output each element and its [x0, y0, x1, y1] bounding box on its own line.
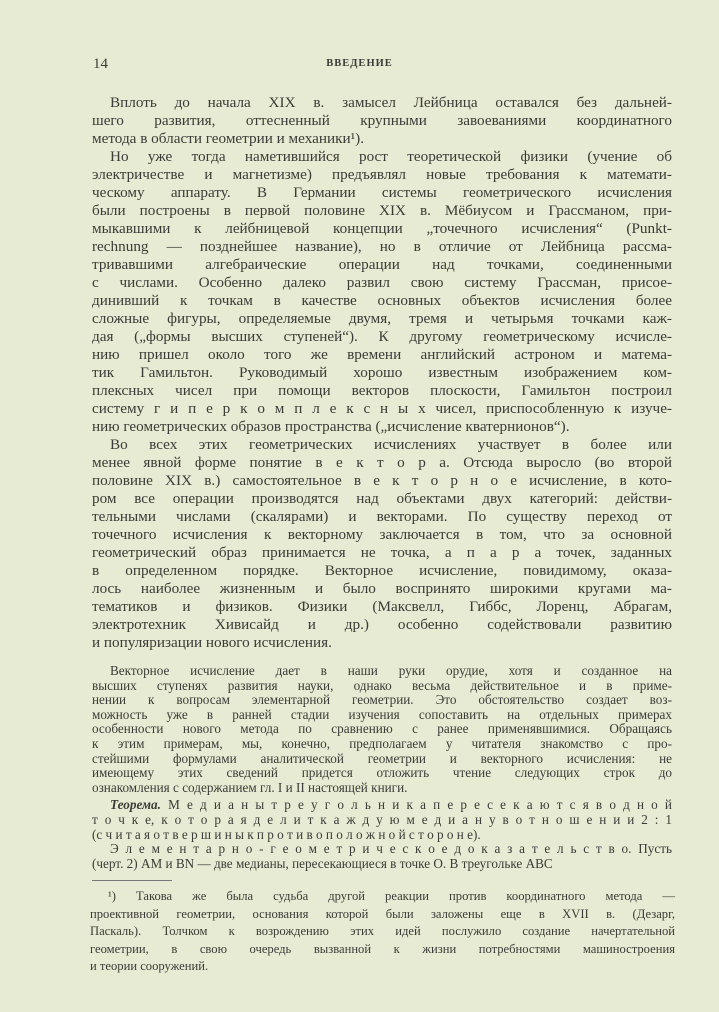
text-line: дая („формы высших ступеней“). К другому геометрическому исчисле-: [92, 328, 672, 345]
text-line: Вплоть до начала XIX в. замысел Лейбница оставался без дальней-: [110, 94, 672, 111]
text-line: ческому аппарату. В Германии системы геометрического исчисления: [92, 184, 672, 201]
text-line: стейшими формулами аналитической геометрии и векторного исчисления: не: [92, 751, 672, 766]
text-line: шего развития, оттесненный крупными завоеваниями координатного: [92, 112, 672, 129]
text-line: (с ч и т а я о т в е р ш и н ы к п р о т и в о п о л о ж н о й с т о р о н е).: [92, 827, 481, 842]
footnote-divider: [92, 880, 172, 881]
text-line: нении к вопросам элементарной геометрии. Это обстоятельство создает воз-: [92, 693, 672, 708]
text-line: половине XIX в.) самостоятельное в е к т о р н о е исчисление, в кото-: [92, 472, 672, 489]
text-line: тик Гамильтон. Руководимый хорошо известным изображением ком-: [92, 364, 672, 381]
text-line: к этим примерам, мы, конечно, предполагаем у читателя знакомство с про-: [92, 736, 672, 751]
text-line: лось наиболее жизненным и было воспринято широкими кругами ма-: [92, 580, 672, 597]
paragraph: [92, 798, 672, 842]
text-line: ром все операции производятся над объектами двух категорий: действи-: [92, 490, 672, 507]
text-line: плексных чисел при помощи векторов плоскости, Гамильтон построил: [92, 382, 672, 399]
text-line: с числами. Особенно далеко развил свою систему Грассман, присое-: [92, 274, 672, 291]
text-line: Во всех этих геометрических исчислениях участвует в более или: [110, 436, 672, 453]
text-line: можность уже в ранней стадии изучения сопоставить на отдельных примерах: [92, 707, 672, 722]
text-line: геометрии, в свою очередь вызванной к жизни потребностями машиностроения: [90, 941, 675, 956]
paragraph: [92, 664, 672, 795]
text-line: были построены в первой половине XIX в. Мёбиусом и Грассманом, при-: [92, 202, 672, 219]
text-line: высших ступенях развития науки, однако весьма действительное и в приме-: [92, 678, 672, 693]
paragraph: [92, 842, 672, 871]
text-line: систему г и п е р к о м п л е к с н ы х чисел, приспособленную к изуче-: [92, 400, 672, 417]
text-line: и популяризации нового исчисления.: [92, 634, 332, 651]
text-line: метода в области геометрии и механики¹).: [92, 130, 365, 147]
text-line: тельными числами (скалярами) и векторами. По существу переход от: [92, 508, 672, 525]
text-line: тривавшими алгебраические операции над точками, соединенными: [92, 256, 672, 273]
text-line: имеющему этих сведений придется отложить чтение следующих строк до: [92, 766, 672, 781]
text-line-content: М е д и а н ы т р е у г о л ь н и к а п е р е с е к а ю т с я в о д н о й: [160, 798, 672, 813]
text-line: (черт. 2) AM и BN — две медианы, пересекающиеся в точке O. В треугольке ABC: [92, 856, 553, 871]
text-line: тематиков и физиков. Физики (Максвелл, Гиббс, Лоренц, Абрагам,: [92, 598, 672, 615]
paragraph: [92, 94, 672, 148]
text-line: нию пришел около того же времени английский астроном и матема-: [92, 346, 672, 363]
paragraph: [92, 436, 672, 652]
text-line: проективной геометрии, основания которой были заложены еще в XVII в. (Дезарг,: [90, 906, 675, 921]
text-line: геометрический образ принимается не точка, а п а р а точек, заданных: [92, 544, 672, 561]
text-line: точечного исчисления к векторному заключается в том, что за основной: [92, 526, 672, 543]
text-line: электротехник Хивисайд и др.) особенно содействовали развитию: [92, 616, 672, 633]
paragraph: [92, 148, 672, 436]
text-line: в определенном порядке. Векторное исчисление, повидимому, оказа-: [92, 562, 672, 579]
text-line: сложные фигуры, определяемые двумя, тремя и четырьмя точками каж-: [92, 310, 672, 327]
text-line: динивший к точкам в качестве основных объектов исчисления более: [92, 292, 672, 309]
text-line: [92, 798, 672, 813]
text-line: ¹) Такова же была судьба другой реакции против координатного метода —: [108, 889, 675, 903]
text-line: т о ч к е, к о т о р а я д е л и т к а ж д у ю м е д и а н у в о т н о ш е н и и 2 : 1: [92, 812, 672, 827]
text-line: Векторное исчисление дает в наши руки орудие, хотя и созданное на: [110, 664, 672, 678]
text-line: нию геометрических образов пространства („исчисление кватернионов“).: [92, 418, 570, 435]
theorem-label: Теорема.: [110, 798, 161, 813]
text-line: электричестве и магнетизме) предъявлял новые требования к математи-: [92, 166, 672, 183]
text-line: Но уже тогда наметившийся рост теоретической физики (учение об: [110, 148, 672, 165]
footnote: [90, 888, 675, 976]
text-line: Э л е м е н т а р н о - г е о м е т р и ч е с к о е д о к а з а т е л ь с т в о. Пусть: [110, 842, 672, 857]
footnote-paragraph: [90, 888, 675, 976]
text-line: ознакомления с содержанием гл. I и II настоящей книги.: [92, 780, 408, 795]
text-line: и теории сооружений.: [90, 959, 209, 973]
text-line: Паскаль). Толчком к возрождению этих идей послужило создание начертательной: [90, 924, 675, 938]
main-text: [92, 94, 672, 652]
small-print-text: [92, 664, 672, 871]
text-line: особенности нового метода по сравнению с ранее применявшимися. Обращаясь: [92, 722, 672, 737]
running-head: ВВЕДЕНИЕ: [326, 58, 393, 69]
text-line: менее явной форме понятие в е к т о р а. Отсюда выросло (во второй: [92, 454, 672, 471]
text-line: rechnung — позднейшее название), но в отличие от Лейбница рассма-: [92, 238, 672, 255]
page-number: 14: [93, 56, 108, 72]
text-line: мыкавшими к лейбницевой концепции „точечного исчисления“ (Punkt-: [92, 220, 672, 237]
